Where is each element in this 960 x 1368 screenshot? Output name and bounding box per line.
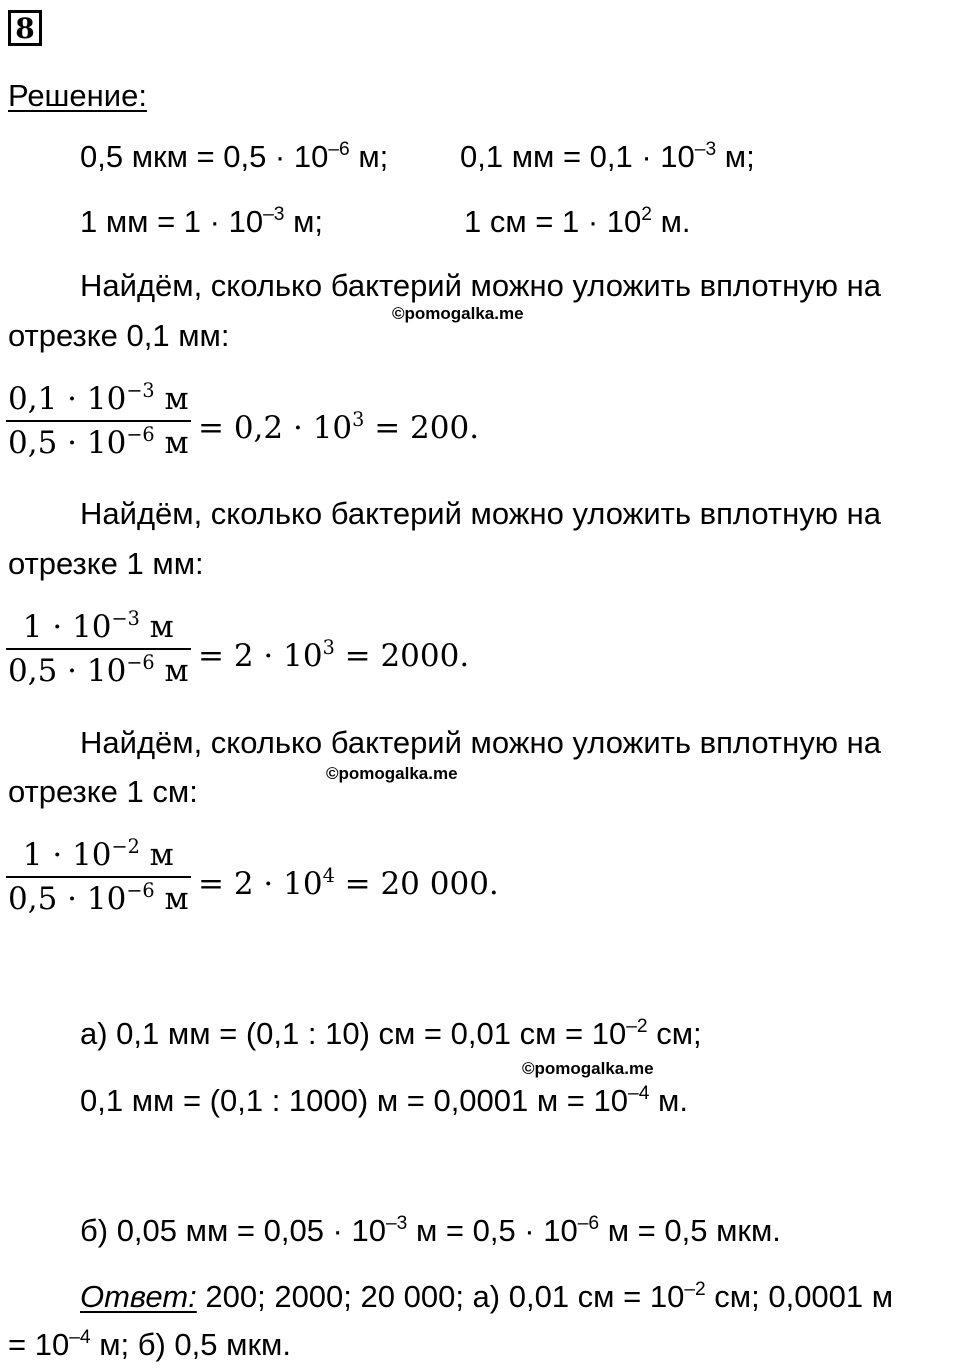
fraction-2-denominator: $0,5 \cdot 10^{-6}$ м: [6, 648, 191, 688]
segment-text-3: отрезке 1 см:: [8, 774, 198, 809]
fraction-1-denominator: $0,5 \cdot 10^{-6}$ м: [6, 420, 191, 460]
fraction-3: [6, 835, 191, 918]
result-1: = $0,2 \cdot 10^3 = 200$.: [198, 408, 480, 446]
fraction-3-denominator: $0,5 \cdot 10^{-6}$ м: [6, 876, 191, 916]
unit-conversion-mkm: 0,5 мкм = $0,5 \cdot 10^{-6}$ м;: [80, 139, 389, 174]
fraction-1: [6, 379, 191, 462]
task-number: 8: [15, 12, 35, 45]
part-a-line-1: а) 0,1 мм = (0,1 : 10) см = 0,01 см = $10^{-2}$ см;: [80, 1016, 702, 1051]
answer-line-2: = $10^{-4}$ м; б) 0,5 мкм.: [8, 1327, 291, 1362]
segment-text-2: отрезке 1 мм:: [8, 546, 204, 581]
unit-conversion-1cm: 1 см = $1 \cdot 10^2$ м.: [464, 204, 691, 239]
fraction-2: [6, 607, 191, 690]
watermark-3: ©pomogalka.me: [522, 1059, 654, 1078]
unit-conversion-1mm: 1 мм = $1 \cdot 10^{-3}$ м;: [80, 204, 324, 239]
result-3: = $2 \cdot 10^4 = 20$ 000.: [198, 864, 499, 902]
intro-text-1: Найдём, сколько бактерий можно уложить вплотную на: [80, 268, 881, 303]
segment-text-1: отрезке 0,1 мм:: [8, 318, 230, 353]
task-number-box: [8, 10, 42, 46]
result-2: = $2 \cdot 10^3 = 2000$.: [198, 636, 470, 674]
intro-text-2: Найдём, сколько бактерий можно уложить вплотную на: [80, 496, 881, 531]
watermark-1: ©pomogalka.me: [392, 304, 524, 323]
answer-label: Ответ:: [80, 1279, 197, 1314]
part-b-line: б) 0,05 мм = $0,05 \cdot 10^{-3}$ $м = 0,5 \cdot 10^{-6}$ м = 0,5 мкм.: [80, 1213, 781, 1248]
solution-label: Решение:: [8, 78, 147, 113]
answer-line-1: Ответ: 200; 2000; 20 000; а) 0,01 см = $10^{-2}$ см; 0,0001 м: [80, 1279, 894, 1314]
fraction-3-numerator: $1 \cdot 10^{-2}$ м: [22, 835, 174, 873]
watermark-2: ©pomogalka.me: [326, 764, 458, 783]
fraction-1-numerator: $0,1 \cdot 10^{-3}$ м: [8, 379, 189, 417]
part-a-line-2: 0,1 мм = (0,1 : 1000) м = 0,0001 $м = 10^{-4}$ м.: [80, 1083, 688, 1118]
unit-conversion-01mm: 0,1 мм = $0,1 \cdot 10^{-3}$ м;: [460, 139, 755, 174]
fraction-2-numerator: $1 \cdot 10^{-3}$ м: [22, 607, 174, 645]
intro-text-3: Найдём, сколько бактерий можно уложить вплотную на: [80, 725, 881, 760]
